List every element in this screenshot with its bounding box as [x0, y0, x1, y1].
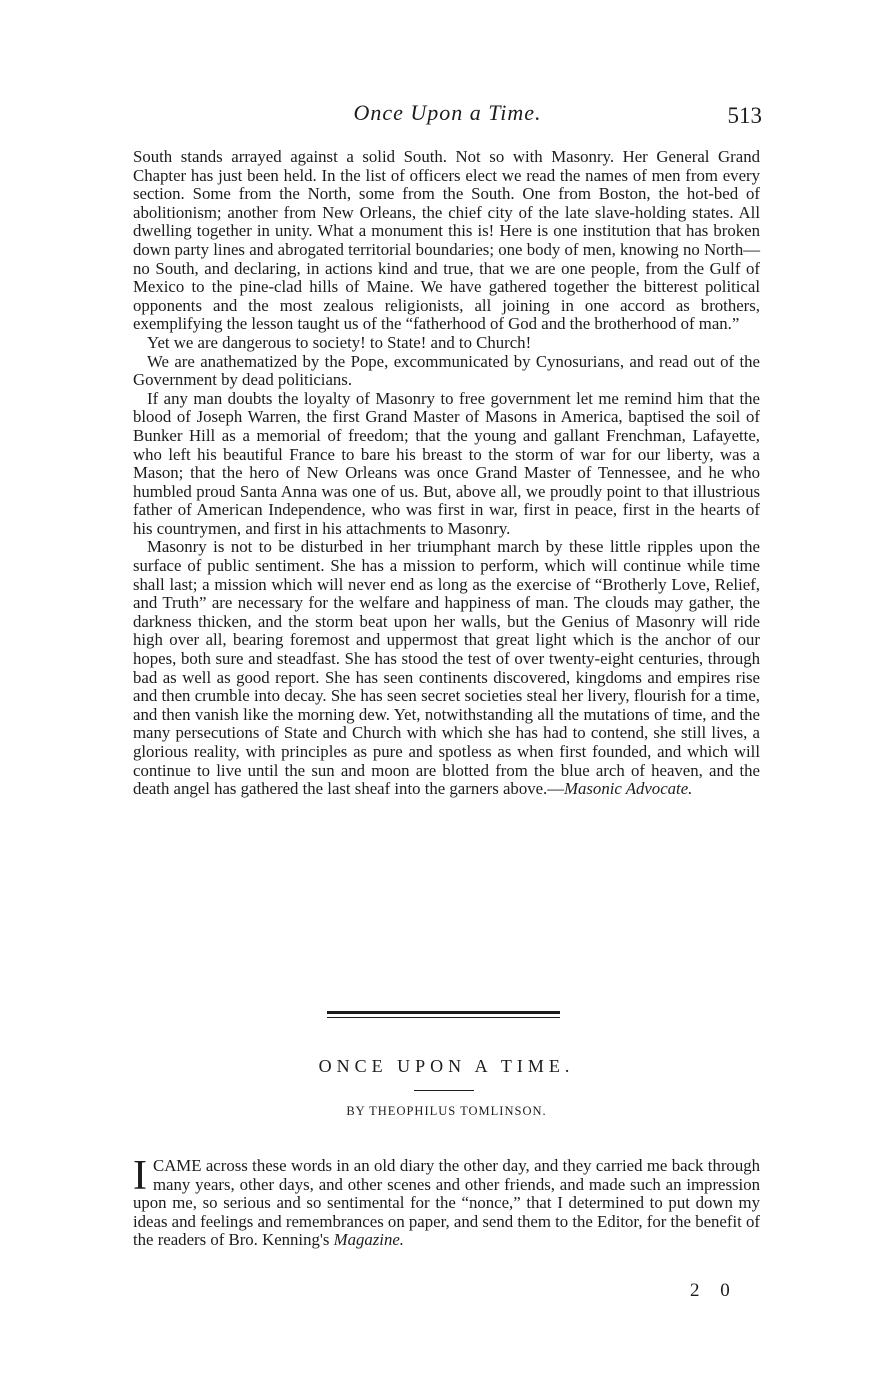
byline: BY THEOPHILUS TOMLINSON. [346, 1104, 547, 1118]
article-body [133, 1153, 760, 1250]
paragraph-mission [133, 538, 760, 798]
title-rule [414, 1090, 474, 1091]
paragraph-loyalty: If any man doubts the loyalty of Masonry to free government let me remind him that the blood of Joseph Warren, the first Grand Master of Masons in America, baptised the soil of Bunker Hill as a memorial of freedom; that the young and gallant Frenchman, Lafayette, who left his beautiful France to bare his breast to the storm of war for our liberty, was a Mason; that the hero of New Orleans was once Grand Master of Tennessee, and he who humbled proud Santa Anna was one of us. But, above all, we proudly point to that illustrious father of American Independence, who was first in war, first in peace, first in the hearts of his countrymen, and first in his attachments to Masonry. [133, 388, 760, 538]
article-text: CAME across these words in an old diary the other day, and they carried me back through many years, other days, and other scenes and other friends, and made such an impression upon me, so serious and so sentimental for the “nonce,” that I determined to put down my ideas and feelings and remembrances on paper, and send them to the Editor, for the benefit of the readers of Bro. Kenning's [133, 1156, 760, 1250]
running-head [135, 100, 760, 130]
paragraph-dangerous: Yet we are dangerous to society! to State! and to Church! [147, 332, 532, 352]
source-citation: Masonic Advocate. [564, 779, 693, 799]
divider-thick-rule [327, 1011, 560, 1014]
section-divider [327, 1011, 560, 1018]
page-number: 513 [727, 103, 762, 128]
drop-cap: I [133, 1153, 147, 1199]
divider-thin-rule [327, 1017, 560, 1018]
body-text [133, 148, 760, 799]
running-title: Once Upon a Time. [353, 100, 542, 125]
paragraph-south: South stands arrayed against a solid South. Not so with Masonry. Her General Grand Chapter has just been held. In the list of officers elect we read the names of men from every section. Some from the North, some from the South. One from Boston, the hot-bed of abolitionism; another from New Orleans, the chief city of the late slave-holding states. All dwelling together in unity. What a monument this is! Here is one institution that has broken down party lines and abrogated territorial boundaries; one body of men, knowing no North—no South, and declaring, in actions kind and true, that we are one people, from the Gulf of Mexico to the pine-clad hills of Maine. We have gathered together the bitterest political opponents and the most zealous religionists, all joining in one accord as brothers, exemplifying the lesson taught us of the “fatherhood of God and the brotherhood of man.” [133, 147, 760, 334]
paragraph-anathematized: We are anathematized by the Pope, excommunicated by Cynosurians, and read out of the Government by dead politicians. [133, 351, 760, 390]
signature-mark: 2 0 [690, 1280, 738, 1301]
magazine-title: Magazine. [333, 1230, 405, 1250]
paragraph-mission-text: Masonry is not to be disturbed in her triumphant march by these little ripples upon the surface of public sentiment. She has a mission to perform, which will continue while time shall last; a mission which will never end as long as the exercise of “Brotherly Love, Relief, and Truth” are necessary for the welfare and happiness of man. The clouds may gather, the darkness thicken, and the storm beat upon her walls, but the Genius of Masonry will ride high over all, bearing foremost and uppermost that great light which is the anchor of our hopes, both sure and steadfast. She has stood the test of over twenty-eight centuries, through bad as well as good report. She has seen continents discovered, kingdoms and empires rise and then crumble into decay. She has seen secret societies steal her livery, flourish for a time, and then vanish like the morning dew. Yet, notwithstanding all the mutations of time, and the many persecutions of State and Church with which she has had to contend, she still lives, a glorious reality, with principles as pure and spotless as when first founded, and which will continue to live until the sun and moon are blotted from the blue arch of heaven, and the death angel has gathered the last sheaf into the garners above.— [133, 537, 760, 799]
article-title: ONCE UPON A TIME. [318, 1056, 575, 1076]
